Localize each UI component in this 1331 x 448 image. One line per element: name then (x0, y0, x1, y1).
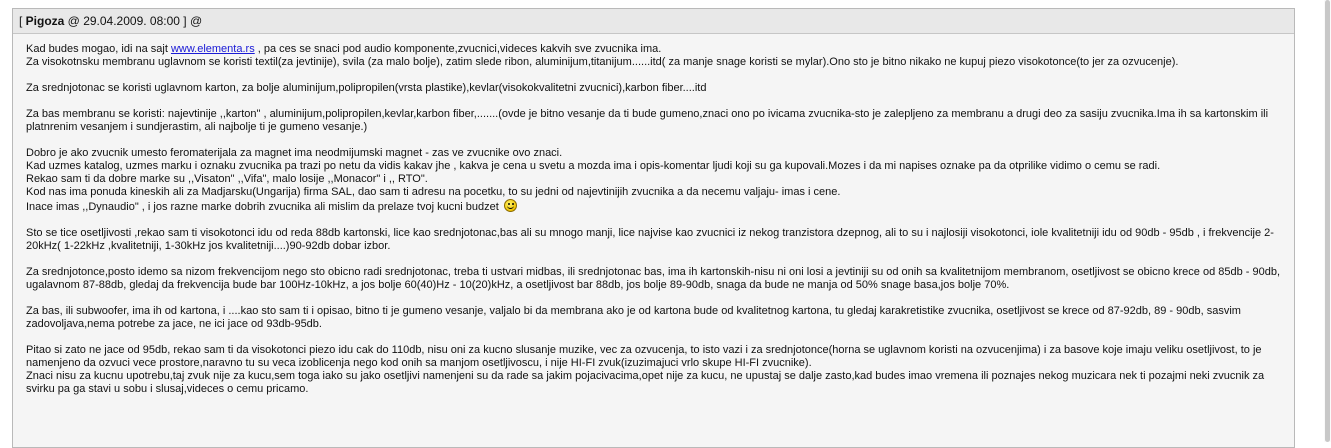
post-meta: @ 29.04.2009. 08:00 ] @ (64, 14, 203, 28)
post-header (13, 9, 1294, 34)
vertical-scrollbar[interactable] (1324, 0, 1331, 442)
p1-text-a: Kad budes mogao, idi na sajt (26, 43, 171, 55)
paragraph-4 (26, 147, 1282, 214)
paragraph-3: Za bas membranu se koristi: najevtinije ,,karton" , aluminijum,polipropilen,kevlar,karbon fiber,.......(ovde je bitno vesanje da ti bude gumeno,znaci ono po ivicama zvucnika-sto je zalepljeno za membranu a drugi deo za sasiju zvucnika.Ima ih sa kartonskim ili platnrenim vesanjem i sundjerastim, ali najbolje ti je gumeno vesanje.) (26, 108, 1269, 133)
p4-line-1: Dobro je ako zvucnik umesto feromaterijala za magnet ima neodmijumski magnet - zas ve zvucnike ovo znaci. (26, 147, 563, 159)
p4-line-2: Kad uzmes katalog, uzmes marku i oznaku zvucnika pa trazi po netu da vidis kakav jhe , kakva je cena u svetu a mozda ima i opis-komentar ljudi koji su ga kupovali.Mozes i da mi napises oznake pa da otprilike vidimo o cemu se radi. (26, 160, 1161, 172)
paragraph-7: Za bas, ili subwoofer, ima ih od kartona, i ....kao sto sam ti i opisao, bitno ti je gumeno vesanje, valjalo bi da membrana ako je od kartona bude od kvalitetnog kartona, tu gledaj karakretistike zvucnika, osetljivost se krece od 87-92db, 89 - 90db, sasvim zadovoljava,nema potrebe za jace, ne ici jace od 93db-95db. (26, 305, 1241, 330)
p8-line-2: Znaci nisu za kucnu upotrebu,taj zvuk nije za kucu,sem toga iako su jako osetljivi namenjeni su da rade sa jakim pojacivacima,opet nije za kucu, ne upustaj se dalje zasto,kad budes imao vremena ili poznajes nekog muzicara nek ti pozajmi neki zvucnik za svirku pa ga stavi u sobu i slusaj,videces o cemu pricamo. (26, 370, 1265, 395)
header-open-bracket: [ (19, 14, 26, 28)
smiley-icon (504, 199, 517, 212)
p4-line-3: Rekao sam ti da dobre marke su ,,Visaton" ,,Vifa", malo losije ,,Monacor" i ,, RTO". (26, 173, 428, 185)
p1-text-b: , pa ces se snaci pod audio komponente,zvucnici,videces kakvih sve zvucnika ima. (254, 43, 662, 55)
p8-line-1: Pitao si zato ne jace od 95db, rekao sam ti da visokotonci piezo idu cak do 110db, nisu oni za kucno slusanje muzike, vec za ozvucenja, to isto vazi i za srednjotonce(horna se uglavnom koristi na ozvucenjima) i za basove koje imaju veliku osetljivost, to je namenjeno da ozvuci vece prostore,naravno tu su veca izoblicenja nego kod onih sa manjom osetljivoscu, i nije HI-FI zvuk(izuzimajuci vrlo skupe HI-FI zvucnike). (26, 344, 1262, 369)
post-author[interactable]: Pigoza (25, 14, 65, 28)
forum-post (12, 8, 1295, 448)
p4-line-5 (26, 199, 1282, 214)
p1-line-2: Za visokotnsku membranu uglavnom se koristi textil(za jevtinije), svila (za malo bolje), zatim slede ribon, aluminijum,titanijum......itd( za manje snage koristi se mylar).Ono sto je bitno nikako ne kupuj piezo visokotonce(to jer za ozvucenje). (26, 56, 1179, 68)
elementa-link[interactable]: www.elementa.rs (170, 43, 255, 55)
scrollbar-thumb[interactable] (1325, 0, 1330, 442)
post-body (13, 34, 1294, 396)
paragraph-8 (26, 344, 1282, 396)
p4-line-4: Kod nas ima ponuda kineskih ali za Madjarsku(Ungarija) firma SAL, dao sam ti adresu na pocetku, to su jedni od najevtinijih zvucnika a da necemu valjaju- imas i cene. (26, 186, 841, 198)
paragraph-2: Za srednjotonac se koristi uglavnom karton, za bolje aluminijum,polipropilen(vrsta plastike),kevlar(visokokvalitetni zvucnici),karbon fiber....itd (26, 82, 707, 94)
p4-line-5-text: Inace imas ,,Dynaudio" , i jos razne marke dobrih zvucnika ali mislim da prelaze tvoj kucni budzet (26, 201, 502, 213)
paragraph-1 (26, 43, 1282, 69)
paragraph-6: Za srednjotonce,posto idemo sa nizom frekvencijom nego sto obicno radi srednjotonac, treba ti ustvari midbas, ili srednjotonac bas, ima ih kartonskih-nisu ni oni losi a jevtiniji su od onih sa kvalitetnijom membranom, osetljivost se obicno krece od 85db - 90db, ugalavnom 87-88db, gledaj da frekvencija bude bar 100Hz-10kHz, a jos bolje 60(40)Hz - 10(20)kHz, a osetljivost bar 88db, jos bolje 89-90db, snaga da bude ne manja od 50% snage basa,jos bolje 70%. (26, 266, 1281, 291)
paragraph-5: Sto se tice osetljivosti ,rekao sam ti visokotonci idu od reda 88db kartonski, lice kao srednjotonac,bas ali su mnogo manji, lice najvise kao zvucnici iz nekog tranzistora dzepnog, ali to su i najlosiji visokotonci, iole kvalitetniji idu od 90db - 95db , i frekvencije 2-20kHz( 1-22kHz ,kvalitetniji, 1-30kHz jos kvalitetniji....)90-92db dobar izbor. (26, 227, 1274, 252)
